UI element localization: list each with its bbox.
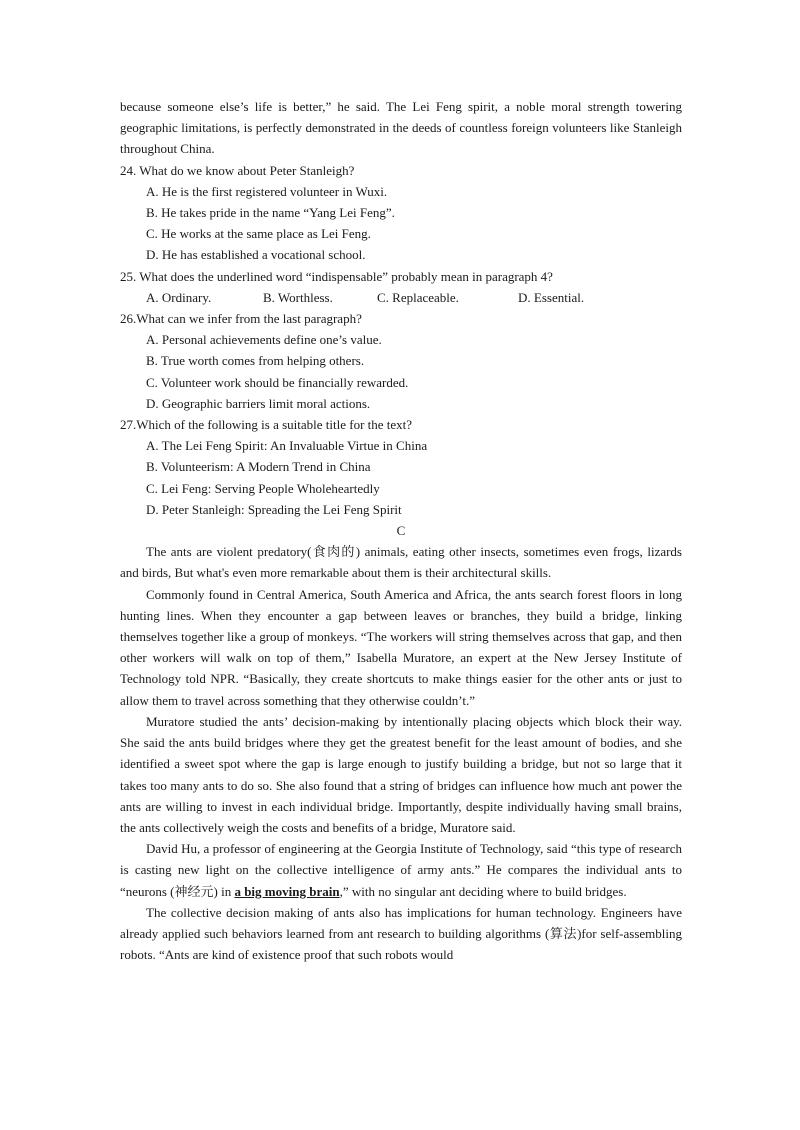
section-c-paragraph-1: The ants are violent predatory(食肉的) animals, eating other insects, sometimes even frogs, lizards and birds, But what's even more remarkable about them is their architectural skills. (120, 544, 682, 581)
section-c-paragraph-3: Muratore studied the ants’ decision-making by intentionally placing objects which block their way. She said the ants build bridges where they get the greatest benefit for the least amount of bodies, and she identified a sweet spot where the gap is large enough to justify building a bridge, but not so large that it takes too many ants to do so. She also found that a string of bridges can influence how much ant power the ants are willing to invest in each individual bridge. Importantly, despite individually having small brains, the ants collectively weigh the costs and benefits of a bridge, Muratore said. (120, 713, 682, 835)
question-25-stem: 25. What does the underlined word “indispensable” probably mean in paragraph 4? (120, 268, 553, 284)
question-27-option-c: C. Lei Feng: Serving People Wholeheartedly (146, 480, 380, 496)
passage-b-ending: because someone else’s life is better,” he said. The Lei Feng spirit, a noble moral strength towering geographic limitations, is perfectly demonstrated in the deeds of countless foreign volunteers like Stanleigh throughout China. (120, 99, 682, 157)
section-c-paragraph-5: The collective decision making of ants also has implications for human technology. Engineers have already applied such behaviors learned from ant research to building algorithms (算法)for self-assembling robots. “Ants are kind of existence proof that such robots would (120, 904, 682, 963)
question-26-option-a: A. Personal achievements define one’s value. (146, 332, 382, 348)
section-c-paragraph-4 (120, 838, 682, 902)
question-24-option-a: A. He is the first registered volunteer in Wuxi. (146, 183, 388, 199)
question-25-option-a: A. Ordinary. (146, 289, 212, 305)
question-24-option-c: C. He works at the same place as Lei Feng. (146, 226, 371, 242)
question-26-stem: 26.What can we infer from the last paragraph? (120, 311, 362, 327)
question-27-option-b: B. Volunteerism: A Modern Trend in China (146, 459, 371, 475)
question-27-option-a: A. The Lei Feng Spirit: An Invaluable Virtue in China (146, 438, 428, 454)
exam-page (120, 96, 682, 965)
paragraph-4-text-after: ,” with no singular ant deciding where to build bridges. (339, 883, 627, 899)
question-25-option-b: B. Worthless. (263, 289, 333, 305)
question-25-option-d: D. Essential. (518, 289, 585, 305)
question-27-option-d: D. Peter Stanleigh: Spreading the Lei Feng Spirit (146, 501, 402, 517)
question-26-option-d: D. Geographic barriers limit moral actions. (146, 395, 371, 411)
question-24-stem: 24. What do we know about Peter Stanleigh? (120, 162, 355, 178)
paragraph-4-text-before: David Hu, a professor of engineering at the Georgia Institute of Technology, said “this type of research is casting new light on the collective intelligence of army ants.” He compares the individual ants to “neurons (神经元) in (120, 841, 682, 899)
question-26-option-b: B. True worth comes from helping others. (146, 353, 365, 369)
question-24-option-d: D. He has established a vocational school. (146, 247, 366, 263)
question-25-option-c: C. Replaceable. (377, 289, 459, 305)
question-25-options (146, 287, 682, 308)
question-26-option-c: C. Volunteer work should be financially rewarded. (146, 374, 409, 390)
question-27-stem: 27.Which of the following is a suitable title for the text? (120, 417, 413, 433)
section-c-heading: C (396, 523, 406, 539)
section-c-paragraph-2: Commonly found in Central America, South America and Africa, the ants search forest floors in long hunting lines. When they encounter a gap between leaves or branches, they build a bridge, linking themselves together like a group of monkeys. “The workers will string themselves across that gap, and then other workers will walk on top of them,” Isabella Muratore, an expert at the New Jersey Institute of Technology told NPR. “Basically, they create shortcuts to make things easier for the other ants or just to allow them to travel across something that they otherwise couldn’t.” (120, 586, 682, 708)
underlined-phrase: a big moving brain (234, 883, 340, 899)
question-24-option-b: B. He takes pride in the name “Yang Lei Feng”. (146, 205, 395, 221)
